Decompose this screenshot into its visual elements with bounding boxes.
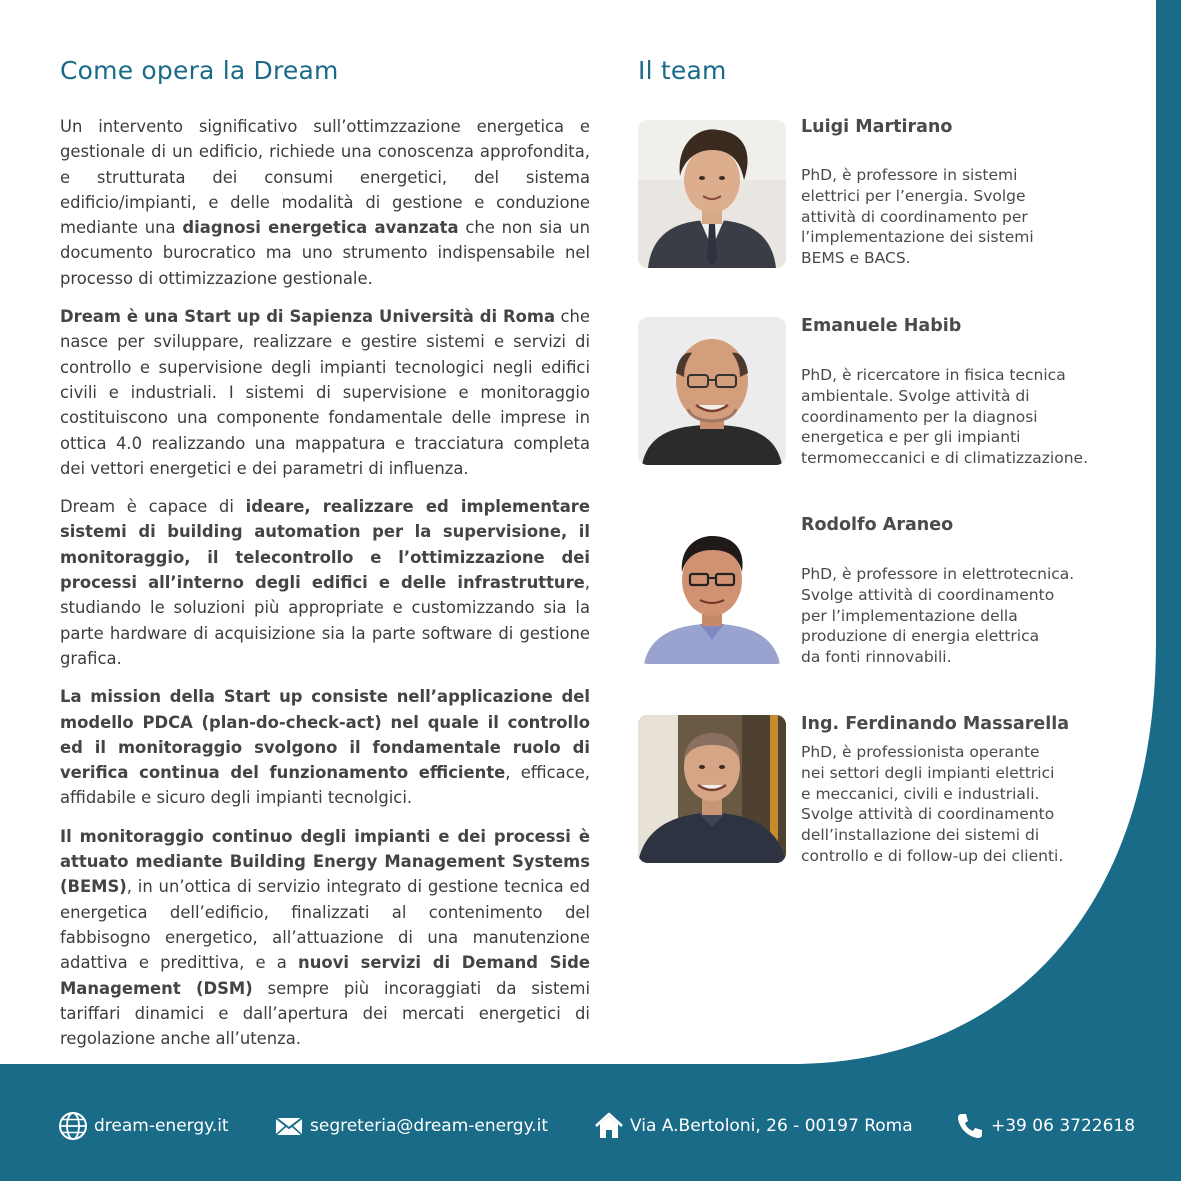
website-text: dream-energy.it	[94, 1116, 229, 1136]
member-name: Rodolfo Araneo	[801, 515, 954, 535]
globe-icon	[58, 1111, 88, 1141]
body-text: , studiando le soluzioni più appropriate e customizzando sia la parte hardware di acquisizione sia la parte software di gestione grafica.	[60, 573, 590, 668]
body-text: , in un’ottica di servizio integrato di gestione tecnica ed energetica dell’edificio, finalizzati al contenimento del fabbisogno energetico, all’attuazione di una manutenzione adattiva e predittiva, e a	[60, 877, 590, 973]
member-name: Luigi Martirano	[801, 117, 953, 137]
body-paragraph	[60, 824, 590, 1052]
member-bio: PhD, è professore in elettrotecnica. Svolge attività di coordinamento per l’implementazione della produzione di energia elettrica da fonti rinnovabili.	[801, 565, 1075, 667]
member-name: Emanuele Habib	[801, 316, 962, 336]
emphasis-text: Dream è una Start up di Sapienza Università di Roma	[60, 307, 556, 327]
team-member-card	[638, 515, 1128, 665]
phone-text: +39 06 3722618	[991, 1116, 1136, 1136]
body-text: , efficace, affidabile e sicuro degli impianti tecnolgici.	[60, 763, 590, 808]
body-text: Dream è capace di	[60, 497, 246, 517]
member-photo	[638, 317, 786, 465]
home-icon	[594, 1111, 624, 1141]
address-text: Via A.Bertoloni, 26 - 00197 Roma	[630, 1116, 913, 1136]
body-paragraph	[60, 114, 590, 291]
email-text: segreteria@dream-energy.it	[310, 1116, 549, 1136]
body-paragraph	[60, 494, 590, 671]
team-member-card	[638, 714, 1128, 864]
emphasis-text: La mission della Start up consiste nell’applicazione del modello PDCA (plan-do-check-act) nel quale il controllo ed il monitoraggio svolgono il fondamentale ruolo di verifica continua del funzionamento efficiente	[60, 687, 590, 783]
address-link[interactable]	[594, 1110, 913, 1142]
website-link[interactable]	[58, 1110, 229, 1142]
team-member-card	[638, 117, 1128, 267]
member-photo	[638, 516, 786, 664]
email-link[interactable]	[274, 1110, 548, 1142]
body-text: Un intervento significativo sull’ottimzzazione energetica e gestionale di un edificio, richiede una conoscenza approfondita, e strutturata dei consumi energetici, del sistema edificio/impianti, e delle modalità di gestione e conduzione mediante una	[60, 117, 590, 238]
emphasis-text: ideare, realizzare ed implementare sistemi di building automation per la supervisione, il monitoraggio, il telecontrollo e l’ottimizzazione dei processi all’interno degli edifici e delle infrastrutture	[60, 497, 591, 593]
member-photo	[638, 715, 786, 863]
envelope-icon	[274, 1111, 304, 1141]
body-text: sempre più incoraggiati da sistemi tariffari dinamici e dall’apertura dei mercati energetici di regolazione anche all’utenza.	[60, 978, 590, 1049]
section-title-team: Il team	[638, 56, 727, 85]
phone-link[interactable]	[955, 1110, 1135, 1142]
contact-footer	[0, 1082, 1181, 1181]
emphasis-text: diagnosi energetica avanzata	[182, 218, 459, 238]
emphasis-text: Il monitoraggio continuo degli impianti e dei processi è attuato mediante Building Energy Management Systems (BEMS)	[60, 826, 590, 897]
team-member-card	[638, 316, 1128, 466]
body-paragraph	[60, 684, 590, 810]
member-name: Ing. Ferdinando Massarella	[801, 714, 1070, 734]
section-title-how-dream-works: Come opera la Dream	[60, 56, 339, 85]
emphasis-text: nuovi servizi di Demand Side Management (DSM)	[60, 953, 591, 998]
body-paragraph	[60, 304, 590, 481]
member-photo	[638, 120, 786, 268]
description-column	[60, 114, 590, 1064]
member-bio: PhD, è professionista operante nei settori degli impianti elettrici e meccanici, civili e industriali. Svolge attività di coordinamento dell’installazione dei sistemi di controllo e di follow-up dei clienti.	[801, 743, 1064, 865]
member-bio: PhD, è professore in sistemi elettrici per l’energia. Svolge attività di coordinamento per l’implementazione dei sistemi BEMS e BACS.	[801, 166, 1034, 268]
member-bio: PhD, è ricercatore in fisica tecnica ambientale. Svolge attività di coordinamento per la diagnosi energetica e per gli impianti termomeccanici e di climatizzazione.	[801, 366, 1088, 468]
body-text: che nasce per sviluppare, realizzare e gestire sistemi e servizi di controllo e supervisione degli impianti tecnologici negli edifici civili e industriali. I sistemi di supervisione e monitoraggio costituiscono una componente fondamentale delle imprese in ottica 4.0 realizzando una mappatura e tracciatura completa dei vettori energetici e dei parametri di influenza.	[60, 307, 590, 478]
body-text: che non sia un documento burocratico ma uno strumento indispensabile nel processo di ottimizzazione gestionale.	[60, 218, 590, 288]
phone-icon	[955, 1111, 985, 1141]
